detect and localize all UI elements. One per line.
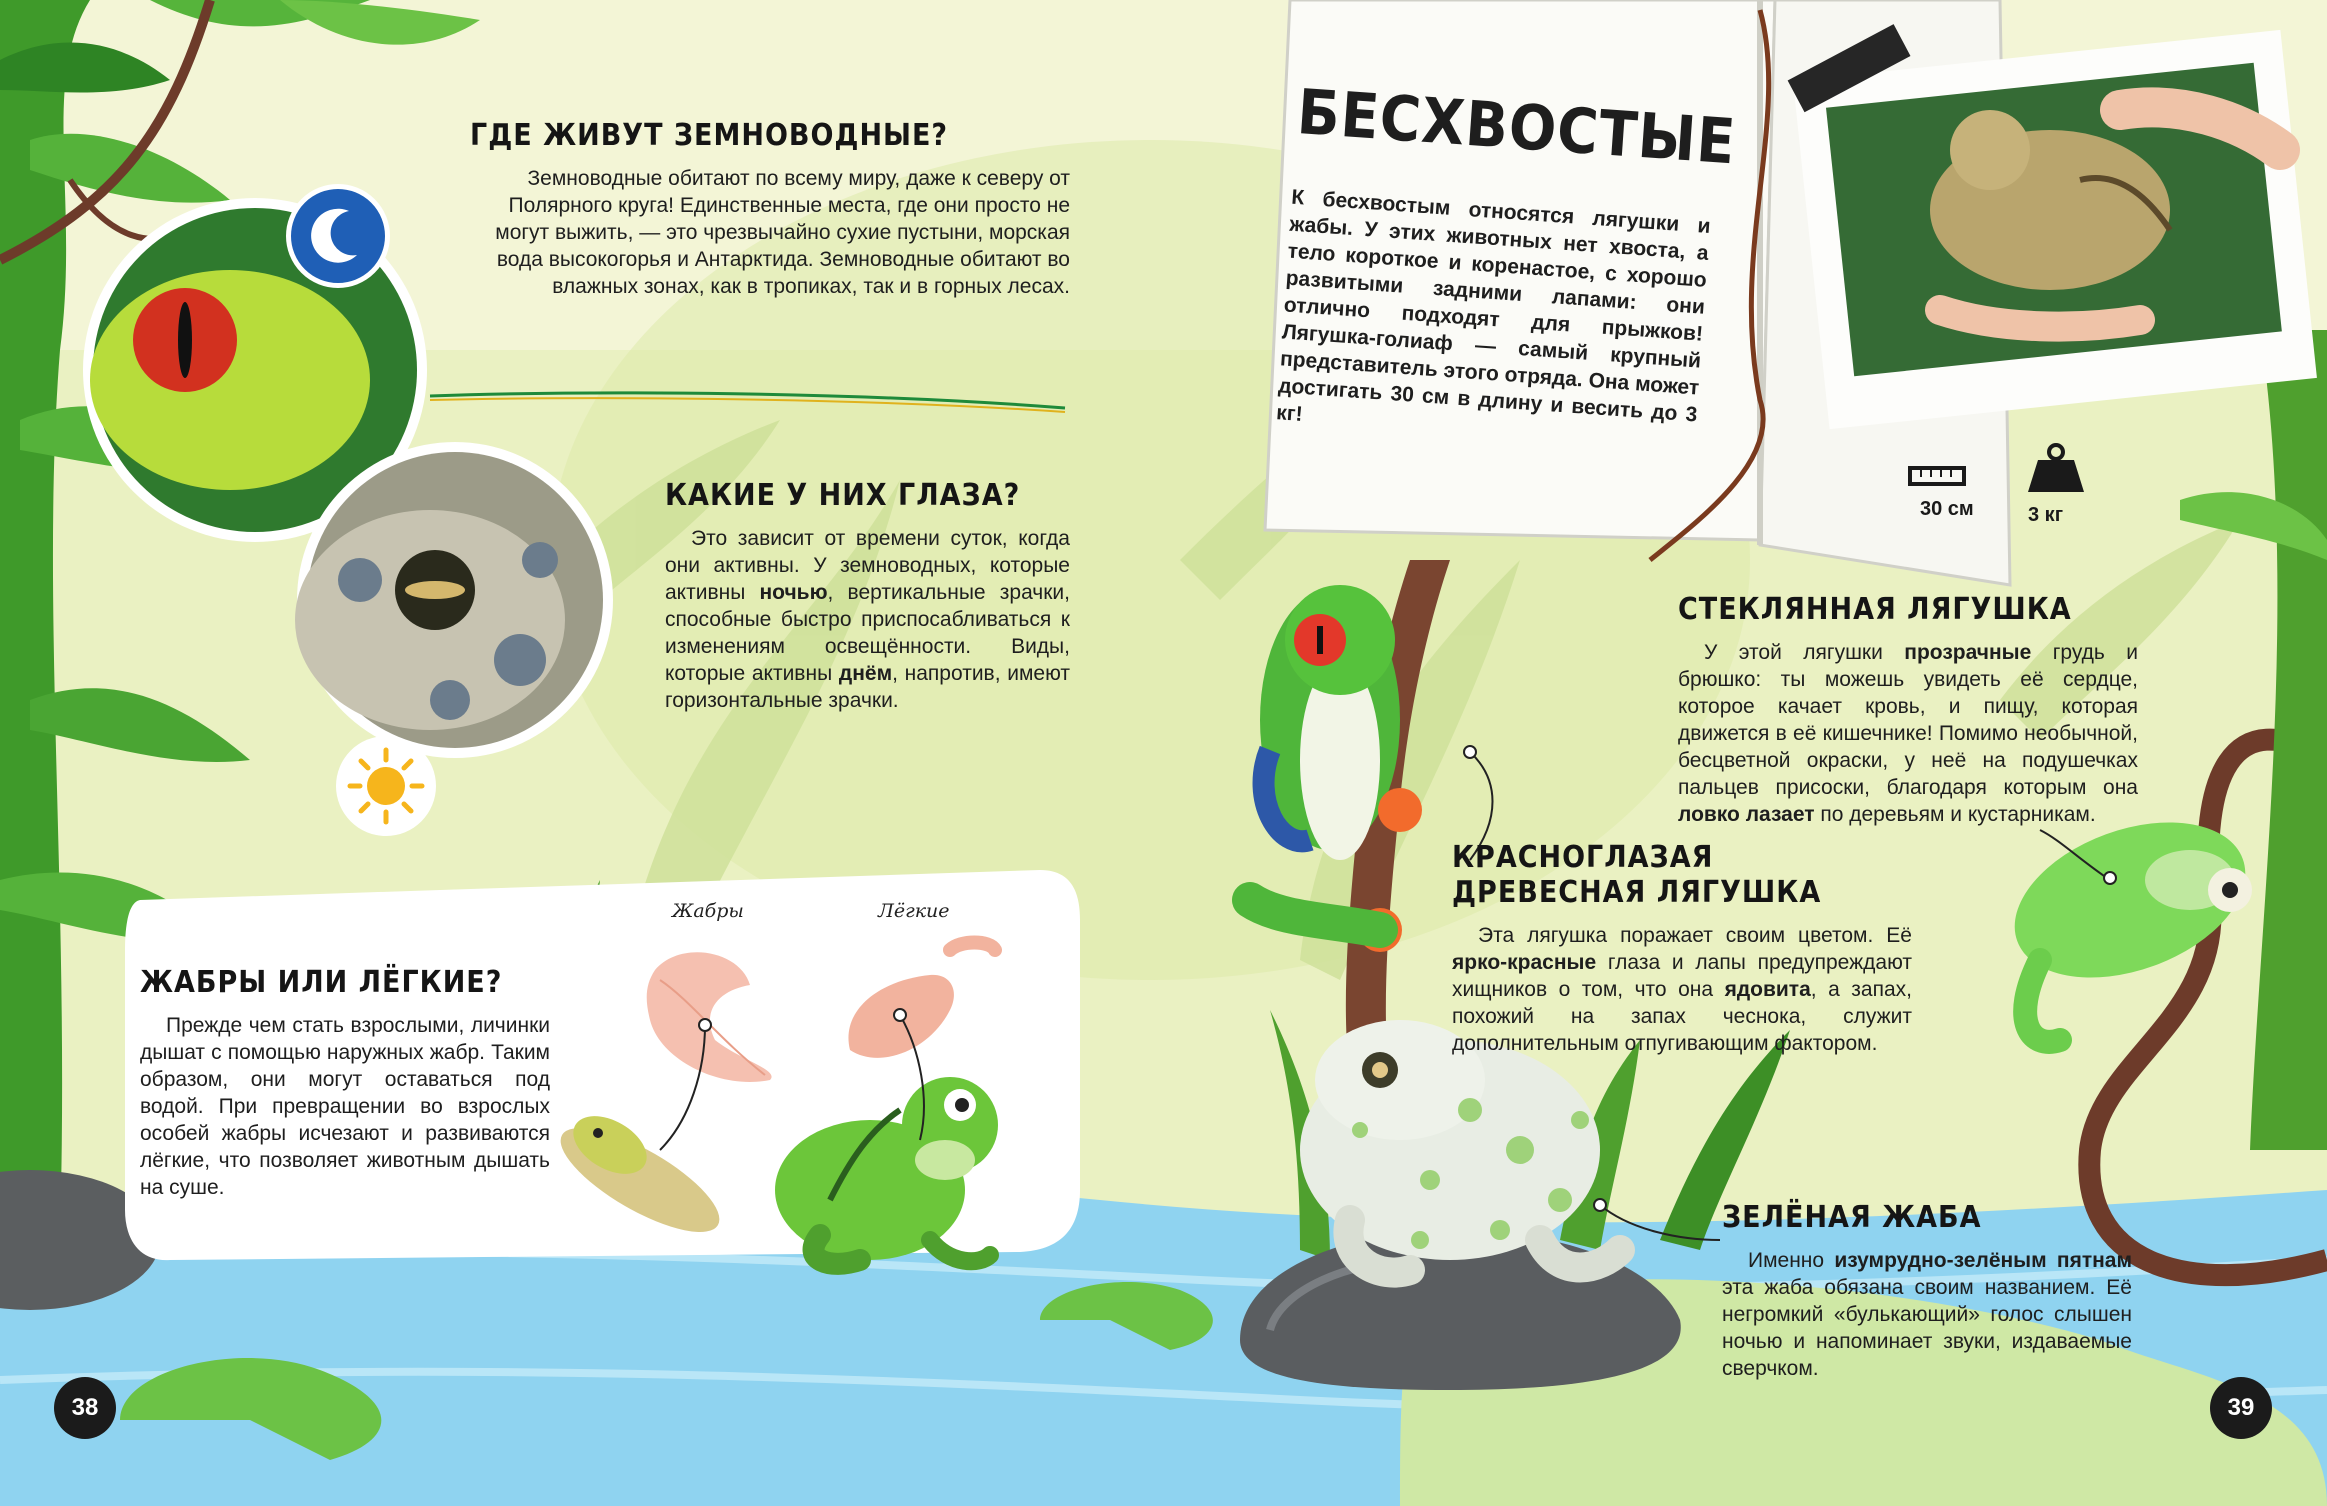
weight-icon	[2026, 442, 2086, 494]
label-gills: Жабры	[672, 900, 744, 922]
green-toad-text-part: эта жаба обязана своим названием. Её негромкий «булькающий» голос слышен ночью и напоминает звуки, издаваемые сверчком.	[1722, 1276, 2132, 1380]
where-live-heading: ГДЕ ЖИВУТ ЗЕМНОВОДНЫЕ?	[470, 118, 949, 153]
length-value: 30 см	[1920, 498, 1974, 520]
tailless-text: К бесхвостым относятся лягушки и жабы. У этих животных нет хвоста, а тело короткое и коренастое, с хорошо развитыми задними лапами: они отлично подходят для прыжков! Лягушка-голиаф — самый крупный представитель этого отряда. Она может достигать 30 см в длину и весить до 3 кг!	[1275, 185, 1712, 427]
gills-section	[140, 965, 550, 1201]
glass-frog-bold: ловко лазает	[1678, 803, 1815, 826]
eyes-text	[665, 525, 1070, 714]
glass-frog-text-part: грудь и брюшко: ты можешь увидеть её сердце, которое качает кровь, и пищу, которая движется в её кишечнике! Помимо необычной, бесцветной окраски, у неё на подушечках пальцев присоски, благодаря которым она	[1678, 641, 2138, 799]
red-eyed-text-part: глаза и лапы предупреждают хищников о том, что она	[1452, 951, 1912, 1001]
glass-frog-text-part: У этой лягушки	[1704, 641, 1905, 664]
red-eyed-text	[1452, 922, 1912, 1057]
eyes-text-part: , вертикальные зрачки, способные быстро приспосабливаться к изменениям освещённости. Виды, которые активны	[665, 581, 1070, 685]
red-eyed-heading: КРАСНОГЛАЗАЯ ДРЕВЕСНАЯ ЛЯГУШКА	[1452, 840, 1822, 910]
eyes-section	[665, 478, 1070, 714]
glass-frog-text-part: по деревьям и кустарникам.	[1814, 803, 2096, 826]
eyes-bold-day: днём	[838, 662, 893, 685]
where-live-text: Земноводные обитают по всему миру, даже к северу от Полярного круга! Единственные места, где они просто не могут выжить, — это чрезвычайно сухие пустыни, морская вода высокогорья и Антарктида. Земноводные обитают во влажных зонах, как в тропиках, так и в горных лесах.	[495, 167, 1070, 298]
red-eyed-bold: ярко-красные	[1452, 951, 1597, 974]
glass-frog-text	[1678, 639, 2138, 828]
green-toad-text	[1722, 1247, 2132, 1382]
eyes-bold-night: ночью	[759, 581, 828, 604]
tailless-section	[1275, 75, 1739, 455]
eyes-heading: КАКИЕ У НИХ ГЛАЗА?	[665, 478, 1021, 513]
glass-frog-heading: СТЕКЛЯННАЯ ЛЯГУШКА	[1678, 592, 2072, 627]
page-number-right: 39	[2210, 1377, 2272, 1439]
green-toad-bold: изумрудно-зелёным пятнам	[1834, 1249, 2132, 1272]
toad-eye-photo	[295, 442, 613, 758]
eyes-text-part: Это зависит от времени суток, когда они активны. У земноводных, которые активны	[665, 527, 1070, 604]
gills-heading: ЖАБРЫ ИЛИ ЛЁГКИЕ?	[140, 965, 503, 1000]
glass-frog-bold: прозрачные	[1904, 641, 2032, 664]
gills-text: Прежде чем стать взрослыми, личинки дышат с помощью наружных жабр. Таким образом, они могут оставаться под водой. При превращении во взрослых особей жабры исчезают и развиваются лёгкие, что позволяет животным дышать на суше.	[140, 1014, 550, 1199]
label-lungs: Лёгкие	[878, 900, 950, 922]
eyes-text-part: , напротив, имеют горизонтальные зрачки.	[665, 662, 1070, 712]
green-toad-section	[1722, 1200, 2132, 1382]
moon-icon	[286, 184, 390, 288]
weight-value: 3 кг	[2028, 504, 2064, 526]
glass-frog-section	[1678, 592, 2138, 828]
green-toad-text-part: Именно	[1748, 1249, 1835, 1272]
sun-icon	[336, 736, 436, 836]
page-number-left: 38	[54, 1377, 116, 1439]
red-eyed-bold: ядовита	[1724, 978, 1811, 1001]
green-toad-heading: ЗЕЛЁНАЯ ЖАБА	[1722, 1200, 1982, 1235]
red-eyed-section	[1452, 840, 1912, 1057]
where-live-section	[470, 118, 1070, 300]
tailless-heading: БЕСХВОСТЫЕ	[1294, 75, 1739, 179]
ruler-icon	[1908, 466, 1966, 486]
red-eyed-text-part: , а запах, похожий на запах чеснока, служит дополнительным отпугивающим фактором.	[1452, 978, 1912, 1055]
red-eyed-text-part: Эта лягушка поражает своим цветом. Её	[1478, 924, 1912, 947]
